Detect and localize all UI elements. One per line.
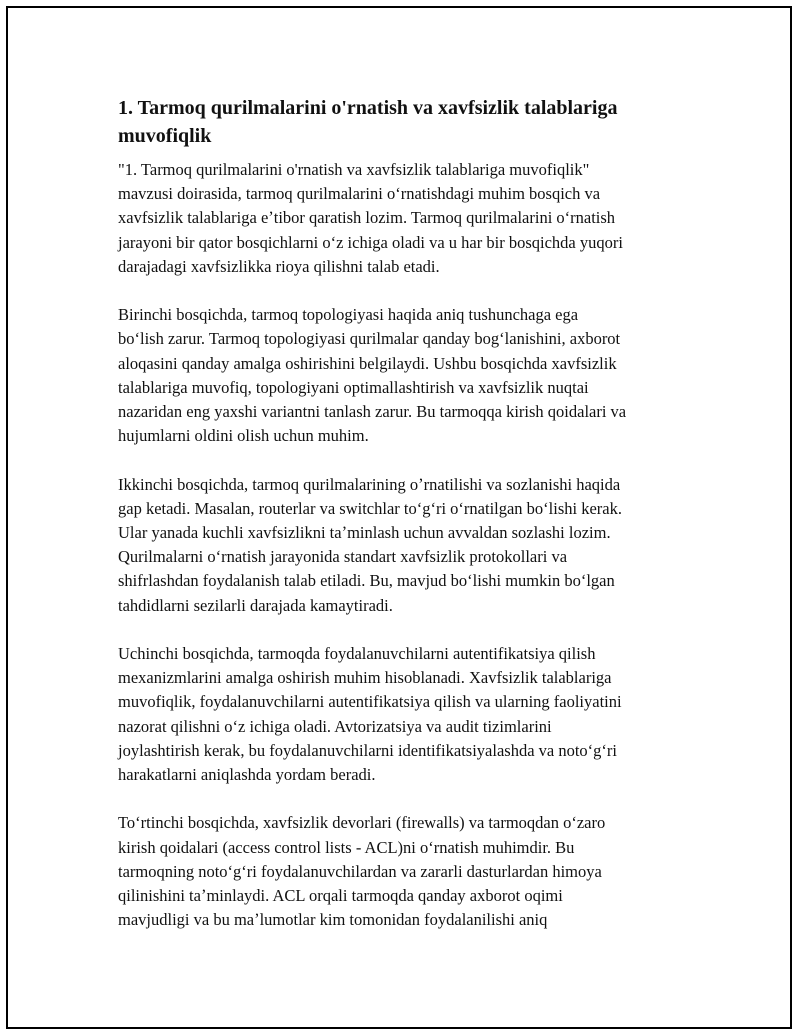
- text-line: shifrlashdan foydalanish talab etiladi. Bu, mavjud boʻlishi mumkin boʻlgan: [118, 571, 615, 591]
- text-line: Toʻrtinchi bosqichda, xavfsizlik devorlari (firewalls) va tarmoqdan oʻzaro: [118, 813, 606, 833]
- text-line: nazaridan eng yaxshi variantni tanlash zarur. Bu tarmoqqa kirish qoidalari va: [118, 402, 627, 422]
- paragraph-step-2: [118, 473, 688, 618]
- paragraph-step-1: [118, 303, 688, 448]
- text-line: muvofiqlik, foydalanuvchilarni autentifikatsiya qilish va ularning faoliyatini: [118, 692, 622, 712]
- text-line: mavjudligi va bu maʼlumotlar kim tomonidan foydalanilishi aniq: [118, 910, 548, 930]
- text-line: mexanizmlarini amalga oshirish muhim hisoblanadi. Xavfsizlik talablariga: [118, 668, 612, 688]
- text-line: kirish qoidalari (access control lists - ACL)ni oʻrnatish muhimdir. Bu: [118, 837, 575, 857]
- text-line: xavfsizlik talablariga eʼtibor qaratish lozim. Tarmoq qurilmalarini oʻrnatish: [118, 208, 616, 228]
- text-line: Qurilmalarni oʻrnatish jarayonida standart xavfsizlik protokollari va: [118, 547, 568, 567]
- paragraph-step-4: [118, 811, 688, 932]
- text-line: nazorat qilishni oʻz ichiga oladi. Avtorizatsiya va audit tizimlarini: [118, 716, 552, 736]
- text-line: qilinishini taʼminlaydi. ACL orqali tarmoqda qanday axborot oqimi: [118, 886, 563, 906]
- text-line: jarayoni bir qator bosqichlarni oʻz ichiga oladi va u har bir bosqichda yuqori: [118, 232, 623, 252]
- text-line: gap ketadi. Masalan, routerlar va switchlar toʻgʻri oʻrnatilgan boʻlishi kerak.: [118, 498, 622, 518]
- text-line: darajadagi xavfsizlikka rioya qilishni talab etadi.: [118, 256, 440, 276]
- text-line: tarmoqning notoʻgʻri foydalanuvchilardan va zararli dasturlardan himoya: [118, 861, 602, 881]
- paragraph-step-3: [118, 642, 688, 787]
- text-line: joylashtirish kerak, bu foydalanuvchilarni identifikatsiyalashda va notoʻgʻri: [118, 740, 617, 760]
- text-line: Birinchi bosqichda, tarmoq topologiyasi haqida aniq tushunchaga ega: [118, 305, 579, 325]
- text-line: Ular yanada kuchli xavfsizlikni taʼminlash uchun avvaldan sozlashi lozim.: [118, 523, 611, 543]
- text-line: "1. Tarmoq qurilmalarini o'rnatish va xavfsizlik talablariga muvofiqlik": [118, 160, 590, 179]
- text-line: talablariga muvofiq, topologiyani optimallashtirish va xavfsizlik nuqtai: [118, 377, 589, 397]
- paragraph-intro: [118, 158, 688, 279]
- document-body: [118, 94, 688, 932]
- text-line: Ikkinchi bosqichda, tarmoq qurilmalarining oʼrnatilishi va sozlanishi haqida: [118, 474, 621, 494]
- text-line: harakatlarni aniqlashda yordam beradi.: [118, 765, 376, 785]
- text-line: aloqasini qanday amalga oshirishini belgilaydi. Ushbu bosqichda xavfsizlik: [118, 353, 617, 373]
- text-line: boʻlish zarur. Tarmoq topologiyasi qurilmalar qanday bogʻlanishini, axborot: [118, 329, 621, 349]
- text-line: mavzusi doirasida, tarmoq qurilmalarini oʻrnatishdagi muhim bosqich va: [118, 184, 601, 204]
- text-line: hujumlarni oldini olish uchun muhim.: [118, 426, 369, 446]
- text-line: Uchinchi bosqichda, tarmoqda foydalanuvchilarni autentifikatsiya qilish: [118, 644, 596, 664]
- document-heading: 1. Tarmoq qurilmalarini o'rnatish va xavfsizlik talablariga muvofiqlik: [118, 97, 618, 147]
- text-line: tahdidlarni sezilarli darajada kamaytiradi.: [118, 595, 393, 615]
